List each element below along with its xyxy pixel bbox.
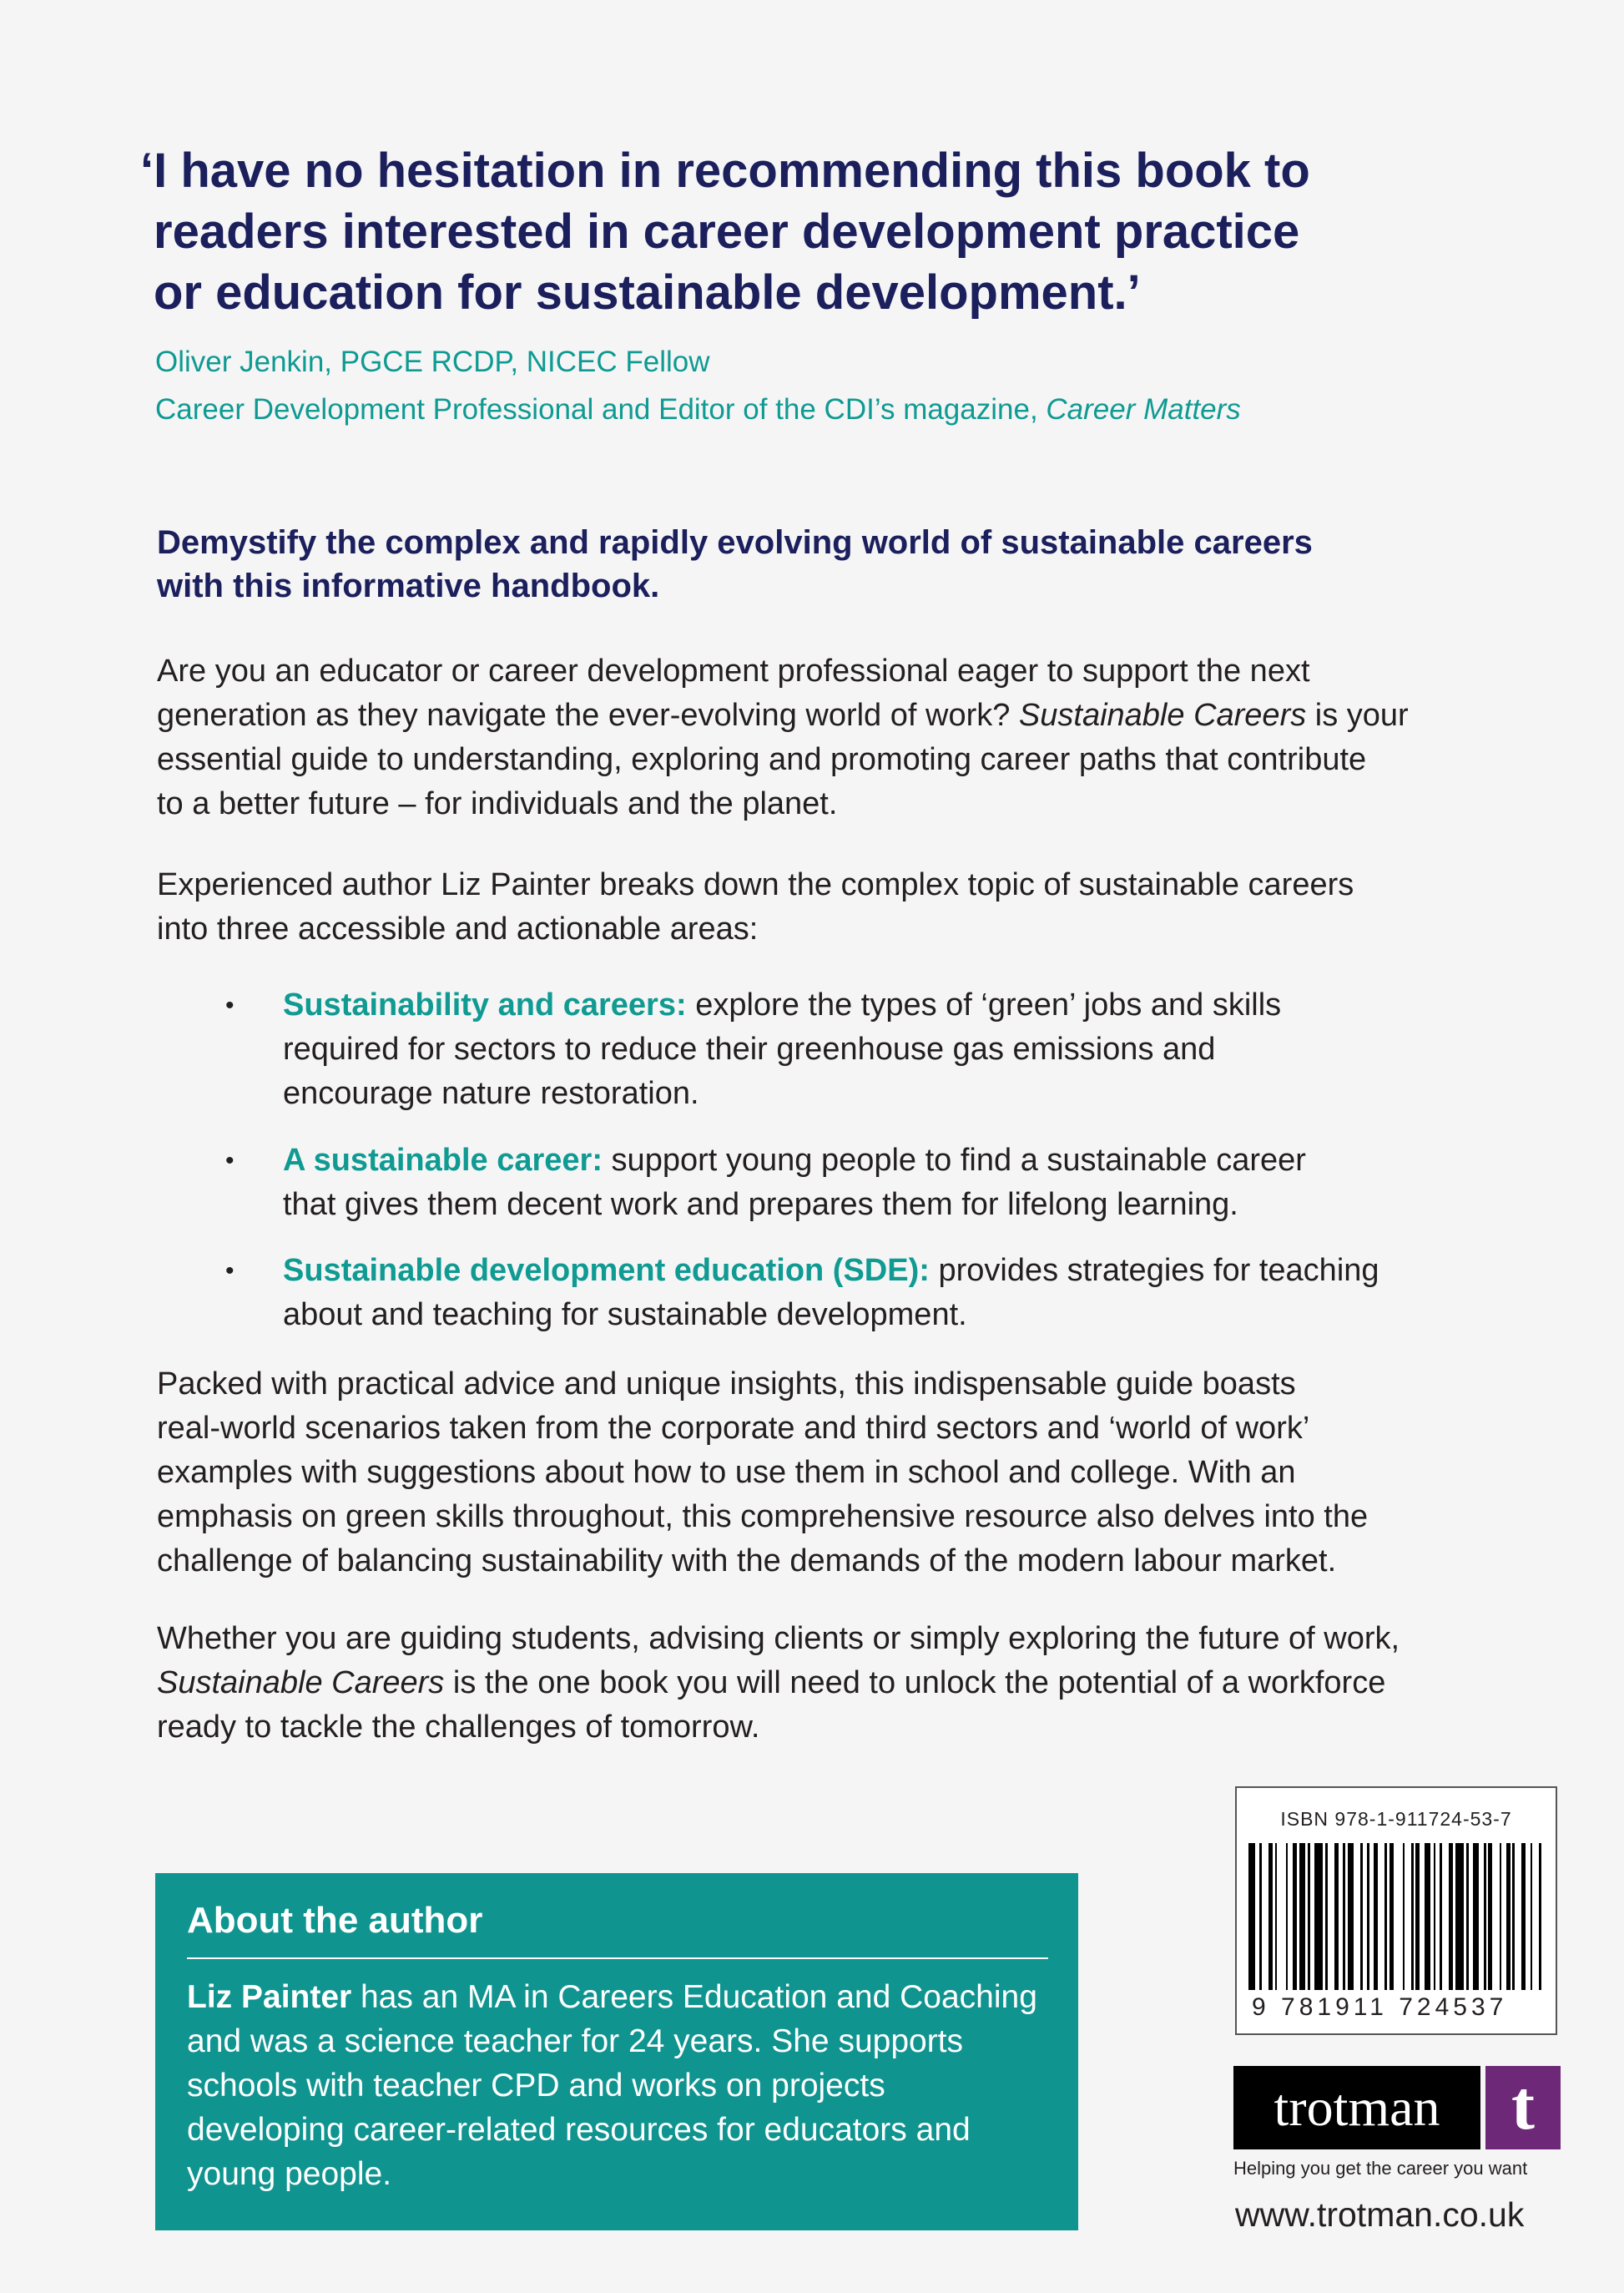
barcode-bars [1248, 1843, 1546, 1990]
para1-line-1: Are you an educator or career development professional eager to support the next [157, 654, 1310, 689]
para3-line-1: Packed with practical advice and unique insights, this indispensable guide boasts [157, 1366, 1296, 1402]
publisher-website: www.trotman.co.uk [1235, 2195, 1525, 2234]
bullet-text: that gives them decent work and prepares them for lifelong learning. [283, 1187, 1238, 1222]
author-bio [187, 1975, 1055, 2196]
barcode-bar [1384, 1843, 1387, 1990]
barcode-bar [1425, 1843, 1431, 1990]
para1-line-2-post: is your [1306, 698, 1409, 733]
barcode-bar [1389, 1843, 1394, 1990]
barcode-bar [1293, 1843, 1297, 1990]
logo-letter-mark: t [1485, 2066, 1561, 2149]
barcode-bar [1314, 1843, 1323, 1990]
barcode-bar [1275, 1843, 1278, 1990]
para2-line-2: into three accessible and actionable areas: [157, 912, 759, 947]
barcode-bar [1374, 1843, 1378, 1990]
barcode-bar [1449, 1843, 1453, 1990]
trotman-logo [1233, 2066, 1561, 2149]
about-author-heading: About the author [187, 1900, 483, 1941]
areas-paragraph [157, 863, 1509, 952]
barcode-bar [1473, 1843, 1480, 1990]
publisher-tagline: Helping you get the career you want [1233, 2158, 1528, 2179]
book-title: Sustainable Careers [1018, 698, 1307, 733]
logo-wordmark: trotman [1233, 2066, 1480, 2149]
barcode-digits: 9 781911 724537 [1252, 1993, 1508, 2021]
quote-line-1: ‘I have no hesitation in recommending this book to [140, 144, 1310, 198]
bullet-text: required for sectors to reduce their greenhouse gas emissions and [283, 1032, 1216, 1067]
intro-paragraph [157, 649, 1509, 826]
barcode-bar [1506, 1843, 1511, 1990]
author-bio-line-4: developing career-related resources for educators and [187, 2112, 971, 2148]
barcode-bar [1348, 1843, 1354, 1990]
para3-line-4: emphasis on green skills throughout, this comprehensive resource also delves into the [157, 1499, 1369, 1534]
barcode-bar [1500, 1843, 1502, 1990]
bullet-text: about and teaching for sustainable development. [283, 1297, 967, 1332]
isbn-label: ISBN 978-1-911724-53-7 [1280, 1808, 1512, 1830]
divider [187, 1957, 1048, 1959]
details-paragraph [157, 1362, 1509, 1583]
lead-line-2: with this informative handbook. [157, 568, 660, 604]
quote-line-2: readers interested in career development practice [154, 205, 1300, 259]
quote-line-3: or education for sustainable development.’ [154, 265, 1141, 320]
para3-line-3: examples with suggestions about how to use them in school and college. With an [157, 1455, 1296, 1490]
para2-line-1: Experienced author Liz Painter breaks down the complex topic of sustainable careers [157, 867, 1354, 902]
author-bio-line-1: has an MA in Careers Education and Coaching [351, 1979, 1037, 2015]
barcode-bar [1512, 1843, 1515, 1990]
barcode-bar [1415, 1843, 1420, 1990]
para4-line-1: Whether you are guiding students, advising clients or simply exploring the future of work, [157, 1621, 1400, 1656]
bullet-dot: • [225, 1147, 235, 1174]
bullet-text: encourage nature restoration. [283, 1076, 699, 1111]
lead-line-1: Demystify the complex and rapidly evolving world of sustainable careers [157, 524, 1313, 561]
barcode-bar [1539, 1843, 1541, 1990]
barcode-bar [1360, 1843, 1363, 1990]
para3-line-2: real-world scenarios taken from the corporate and third sectors and ‘world of work’ [157, 1411, 1310, 1446]
lead-heading [157, 521, 1509, 608]
book-title: Sustainable Careers [157, 1665, 445, 1700]
barcode-bar [1268, 1843, 1273, 1990]
closing-paragraph [157, 1617, 1509, 1750]
para4-line-2 [157, 1661, 1509, 1705]
para1-line-2-pre: generation as they navigate the ever-evolving world of work? [157, 698, 1019, 733]
about-author-box [155, 1873, 1078, 2230]
barcode-bar [1440, 1843, 1442, 1990]
author-bio-line-2: and was a science teacher for 24 years. She supports [187, 2023, 964, 2059]
endorsement-quote [140, 140, 1509, 323]
bullet-dot: • [225, 1257, 235, 1285]
barcode-bar [1299, 1843, 1306, 1990]
bullet-heading: Sustainable development education (SDE): [283, 1253, 930, 1288]
barcode-bar [1521, 1843, 1526, 1990]
bullet-heading: A sustainable career: [283, 1143, 603, 1178]
quote-attribution-role [155, 393, 1241, 427]
para4-line-2-post: is the one book you will need to unlock the potential of a workforce [444, 1665, 1386, 1700]
bullet-text: provides strategies for teaching [929, 1253, 1379, 1288]
barcode-bar [1411, 1843, 1414, 1990]
attribution-magazine: Career Matters [1046, 393, 1241, 426]
barcode-bar [1484, 1843, 1486, 1990]
bullet-text: explore the types of ‘green’ jobs and skills [686, 987, 1282, 1023]
para1-line-2 [157, 694, 1509, 738]
barcode-bar [1488, 1843, 1492, 1990]
barcode-bar [1403, 1843, 1405, 1990]
barcode-bar [1367, 1843, 1369, 1990]
barcode [1235, 1786, 1557, 2035]
barcode-bar [1455, 1843, 1464, 1990]
para1-line-3: essential guide to understanding, exploring and promoting career paths that contribute [157, 742, 1367, 777]
barcode-bar [1466, 1843, 1469, 1990]
barcode-bar [1334, 1843, 1339, 1990]
barcode-bar [1531, 1843, 1533, 1990]
para3-line-5: challenge of balancing sustainability with the demands of the modern labour market. [157, 1543, 1337, 1578]
barcode-bar [1248, 1843, 1255, 1990]
barcode-bar [1259, 1843, 1262, 1990]
barcode-bar [1286, 1843, 1289, 1990]
bullet-heading: Sustainability and careers: [283, 987, 687, 1023]
para1-line-4: to a better future – for individuals and the planet. [157, 786, 838, 821]
barcode-bar [1308, 1843, 1310, 1990]
bullet-text: support young people to find a sustainable career [603, 1143, 1306, 1178]
attribution-role-text: Career Development Professional and Editor of the CDI’s magazine, [155, 393, 1047, 426]
author-bio-line-3: schools with teacher CPD and works on projects [187, 2068, 885, 2104]
barcode-bar [1434, 1843, 1436, 1990]
para4-line-3: ready to tackle the challenges of tomorrow. [157, 1710, 760, 1745]
author-name: Liz Painter [187, 1979, 352, 2015]
barcode-bar [1325, 1843, 1328, 1990]
author-bio-line-5: young people. [187, 2156, 392, 2192]
quote-attribution-name: Oliver Jenkin, PGCE RCDP, NICEC Fellow [155, 346, 710, 378]
bullet-dot: • [225, 992, 235, 1019]
barcode-bar [1343, 1843, 1345, 1990]
